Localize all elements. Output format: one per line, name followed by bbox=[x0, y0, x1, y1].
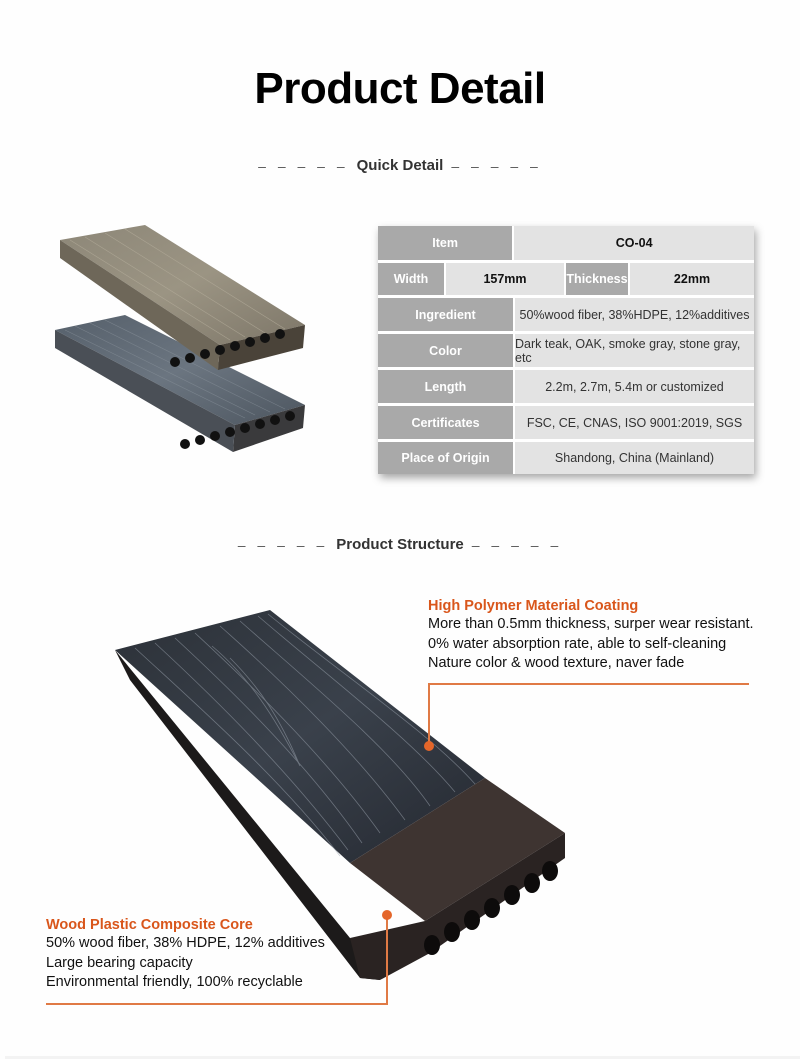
callout-core bbox=[46, 917, 406, 993]
spec-value: Dark teak, OAK, smoke gray, stone gray, etc bbox=[515, 334, 754, 367]
divider-dashes-left: – – – – – bbox=[258, 157, 349, 174]
callout-title: Wood Plastic Composite Core bbox=[46, 917, 253, 933]
spec-label: Certificates bbox=[378, 406, 513, 439]
spec-row-item bbox=[378, 226, 754, 260]
spec-label: Length bbox=[378, 370, 513, 403]
section-title: Product Structure bbox=[336, 536, 464, 553]
spec-value: 50%wood fiber, 38%HDPE, 12%additives bbox=[515, 298, 754, 331]
spec-label: Width bbox=[378, 263, 444, 295]
spec-label: Item bbox=[378, 226, 512, 260]
callout-line: More than 0.5mm thickness, surper wear resistant. bbox=[428, 616, 754, 632]
callout-coating bbox=[428, 598, 788, 674]
spec-row bbox=[378, 442, 754, 474]
spec-label: Place of Origin bbox=[378, 442, 513, 474]
callout-line: 0% water absorption rate, able to self-cleaning bbox=[428, 635, 727, 652]
spec-row bbox=[378, 334, 754, 367]
pointer-dot-coating bbox=[424, 741, 434, 751]
spec-row bbox=[378, 370, 754, 403]
section-title: Quick Detail bbox=[356, 157, 444, 174]
spec-row bbox=[378, 298, 754, 331]
leader-line-coating-horizontal bbox=[428, 683, 749, 685]
spec-value: CO-04 bbox=[514, 226, 754, 260]
spec-value: FSC, CE, CNAS, ISO 9001:2019, SGS bbox=[515, 406, 754, 439]
section-header-quick-detail bbox=[0, 157, 800, 174]
divider-dashes-right: – – – – – bbox=[471, 536, 563, 553]
leader-line-core-horizontal bbox=[46, 1003, 388, 1005]
section-header-product-structure bbox=[0, 536, 800, 553]
leader-line-coating-vertical bbox=[428, 683, 430, 745]
spec-value: 22mm bbox=[630, 263, 754, 295]
spec-label: Ingredient bbox=[378, 298, 513, 331]
callout-line: Large bearing capacity bbox=[46, 954, 193, 971]
spec-row bbox=[378, 406, 754, 439]
spec-table bbox=[378, 226, 754, 474]
decking-boards-image bbox=[55, 220, 310, 485]
divider-dashes-left: – – – – – bbox=[237, 536, 329, 553]
callout-line: Nature color & wood texture, naver fade bbox=[428, 655, 685, 671]
spec-label: Thickness bbox=[566, 263, 628, 295]
spec-label: Color bbox=[378, 334, 513, 367]
callout-title: High Polymer Material Coating bbox=[428, 598, 639, 614]
spec-value: 157mm bbox=[446, 263, 564, 295]
pointer-dot-core bbox=[382, 910, 392, 920]
spec-value: 2.2m, 2.7m, 5.4m or customized bbox=[515, 370, 754, 403]
callout-line: 50% wood fiber, 38% HDPE, 12% additives bbox=[46, 935, 325, 951]
divider-dashes-right: – – – – – bbox=[451, 157, 542, 174]
page-title: Product Detail bbox=[254, 64, 546, 113]
leader-line-core-vertical bbox=[386, 915, 388, 1005]
callout-line: Environmental friendly, 100% recyclable bbox=[46, 974, 303, 990]
spec-row-dimensions bbox=[378, 263, 754, 295]
spec-value: Shandong, China (Mainland) bbox=[515, 442, 754, 474]
